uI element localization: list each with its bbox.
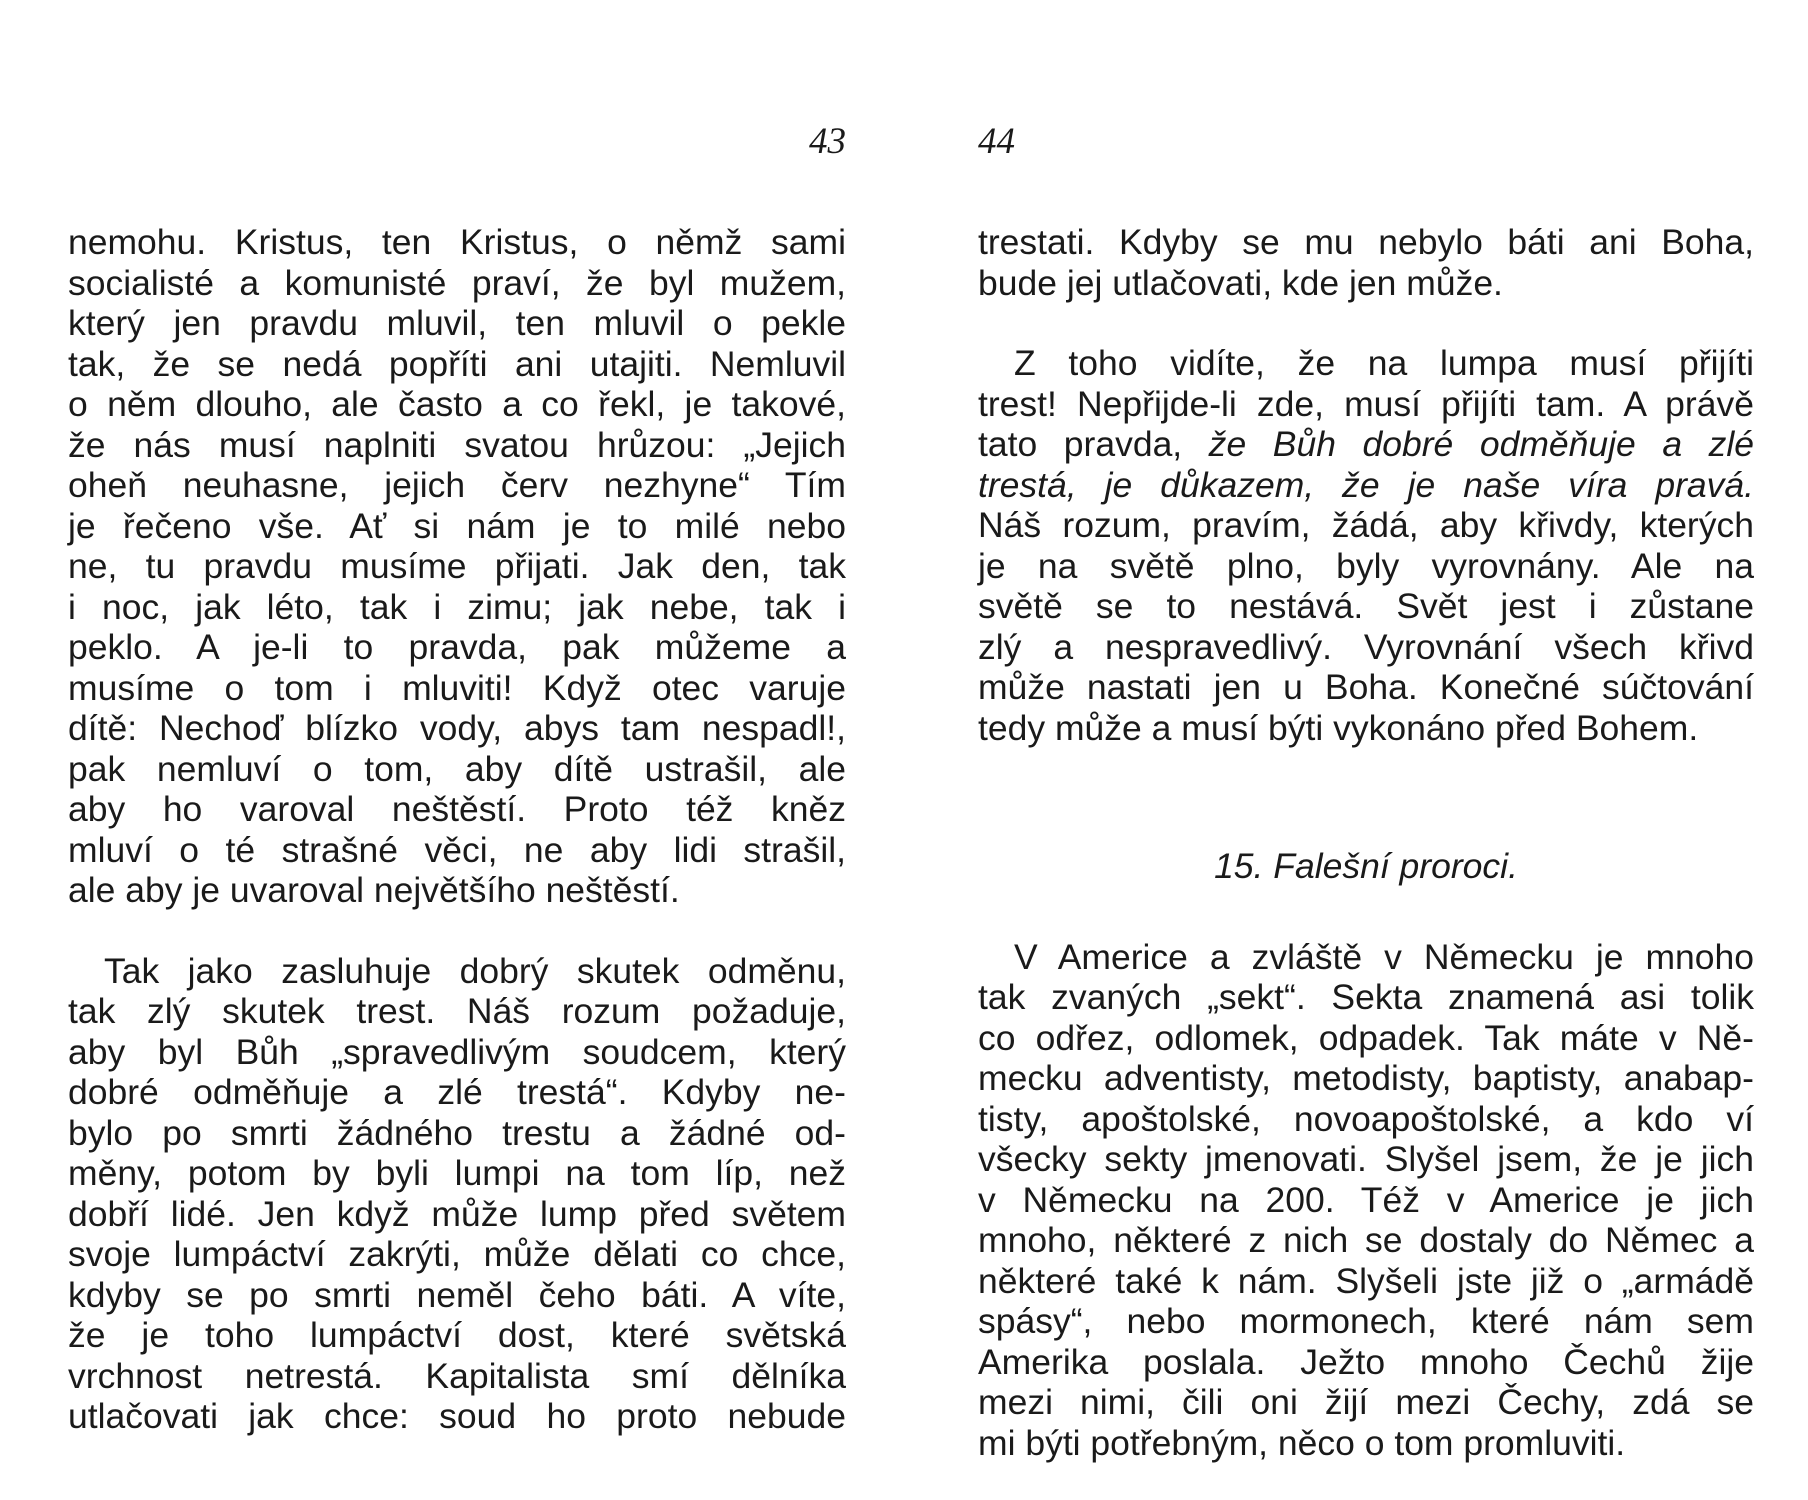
section-heading: 15. Falešní proroci. [1214,846,1518,886]
text-line: tak, že se nedá popříti ani utajiti. Nemluvil [68,343,846,384]
text-line: trest! Nepřijde-li zde, musí přijíti tam. A právě [978,383,1754,424]
text-line: V Americe a zvláště v Německu je mnoho [1014,936,1754,977]
text-line: utlačovati jak chce: soud ho proto nebude [68,1396,846,1436]
text-line: je na světě plno, byly vyrovnány. Ale na [978,545,1754,586]
text-line [978,465,1754,506]
text-line: co odřez, odlomek, odpadek. Tak máte v Ně- [978,1017,1754,1058]
text-line: aby byl Bůh „spravedlivým soudcem, který [68,1031,846,1072]
text-line: v Německu na 200. Též v Americe je jich [978,1179,1754,1220]
paragraph [978,222,1754,303]
text-line: trestati. Kdyby se mu nebylo báti ani Boha, [978,222,1754,262]
text-line: spásy“, nebo mormonech, které nám sem [978,1301,1754,1341]
paragraph [68,951,846,1437]
text-line: měny, potom by byli lumpi na tom líp, než [68,1153,846,1193]
page-body [978,222,1754,1463]
text-line: socialisté a komunisté praví, že byl mužem, [68,262,846,303]
text-line: bylo po smrti žádného trestu a žádné od- [68,1112,846,1153]
text-line: že nás musí naplniti svatou hrůzou: „Jejich [68,424,846,465]
text-line: musíme o tom i mluviti! Když otec varuje [68,667,846,708]
emphasis-text: že Bůh dobré odměňuje a zlé [1208,424,1754,464]
paragraph [68,222,846,911]
text-line: mnoho, některé z nich se dostaly do Němec a [978,1220,1754,1260]
text-line: peklo. A je-li to pravda, pak můžeme a [68,627,846,667]
text-line: o něm dlouho, ale často a co řekl, je takové, [68,384,846,424]
text-line: zlý a nespravedlivý. Vyrovnání všech křivd [978,626,1754,667]
text-line: dítě: Nechoď blízko vody, abys tam nespadl!, [68,708,846,748]
text-line: pak nemluví o tom, aby dítě ustrašil, ale [68,748,846,789]
text-line: tak zlý skutek trest. Náš rozum požaduje, [68,991,846,1031]
text-span: tato pravda, [978,424,1209,464]
text-line: mezi nimi, čili oni žijí mezi Čechy, zdá se [978,1382,1754,1422]
text-line: vrchnost netrestá. Kapitalista smí dělníka [68,1355,846,1396]
page-number: 44 [978,121,1015,162]
page-number: 43 [809,121,846,162]
text-line: kdyby se po smrti neměl čeho báti. A víte, [68,1274,846,1315]
emphasis-text: trestá, je důkazem, že je naše víra pravá. [978,464,1754,505]
text-line: dobré odměňuje a zlé trestá“. Kdyby ne- [68,1072,846,1112]
paragraph [978,937,1754,1464]
text-line: bude jej utlačovati, kde jen může. [978,262,1503,303]
text-line: všecky sekty jmenovati. Slyšel jsem, že je jich [978,1139,1754,1179]
text-line: že je toho lumpáctví dost, které světská [68,1315,846,1355]
text-line: je řečeno vše. Ať si nám je to milé nebo [68,505,846,546]
text-line: tedy může a musí býti vykonáno před Bohem. [978,707,1699,748]
text-line: Náš rozum, pravím, žádá, aby křivdy, kterých [978,505,1754,545]
text-line: mi býti potřebným, něco o tom promluviti. [978,1422,1626,1463]
text-line: tak zvaných „sekt“. Sekta znamená asi tolik [978,977,1754,1017]
page-body [68,222,846,1437]
text-line: ne, tu pravdu musíme přijati. Jak den, tak [68,546,846,586]
text-line [978,424,1754,465]
text-line: nemohu. Kristus, ten Kristus, o němž sami [68,222,846,262]
text-line: mluví o té strašné věci, ne aby lidi strašil, [68,829,846,870]
text-line: může nastati jen u Boha. Konečné súčtování [978,667,1754,707]
text-line: Tak jako zasluhuje dobrý skutek odměnu, [104,950,846,991]
text-line: mecku adventisty, metodisty, baptisty, anabap- [978,1058,1754,1098]
paragraph [978,343,1754,748]
text-line: některé také k nám. Slyšeli jste již o „armádě [978,1260,1754,1301]
text-line: ale aby je uvaroval největšího neštěstí. [68,870,680,910]
text-line: tisty, apoštolské, novoapoštolské, a kdo ví [978,1098,1754,1139]
text-line: Amerika poslala. Ježto mnoho Čechů žije [978,1341,1754,1382]
text-line: svoje lumpáctví zakrýti, může dělati co chce, [68,1234,846,1274]
text-line: i noc, jak léto, tak i zimu; jak nebe, tak i [68,586,846,627]
text-line: Z toho vidíte, že na lumpa musí přijíti [1014,343,1754,383]
text-line: který jen pravdu mluvil, ten mluvil o pekle [68,303,846,343]
text-line: aby ho varoval neštěstí. Proto též kněz [68,789,846,829]
text-line: světě se to nestává. Svět jest i zůstane [978,586,1754,626]
text-line: dobří lidé. Jen když může lump před světem [68,1193,846,1234]
text-line: oheň neuhasne, jejich červ nezhyne“ Tím [68,465,846,505]
